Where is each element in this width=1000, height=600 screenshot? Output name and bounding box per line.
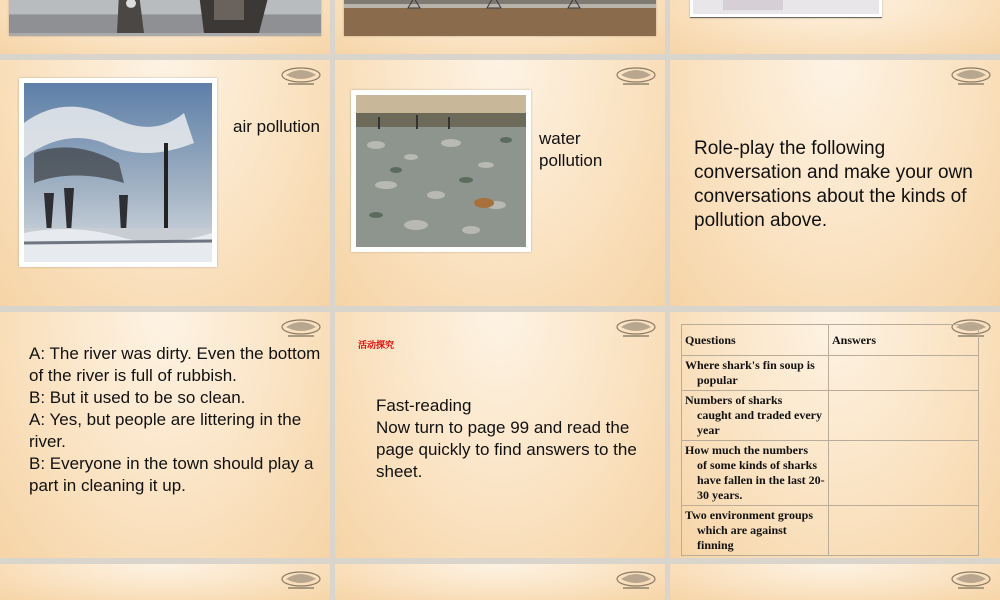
logo-seal-icon bbox=[615, 66, 657, 88]
fast-reading-heading: Fast-reading bbox=[376, 396, 472, 415]
dialogue-line: B: Everyone in the town should play a part in cleaning it up. bbox=[29, 454, 314, 495]
dialogue-line: A: The river was dirty. Even the bottom of the river is full of rubbish. bbox=[29, 344, 321, 385]
fast-reading-instruction: Now turn to page 99 and read the page quickly to find answers to the sheet. bbox=[376, 418, 637, 481]
water-pollution-label-line2: pollution bbox=[539, 151, 603, 170]
activity-tag: 活动探究 bbox=[358, 341, 395, 351]
question-text: popular bbox=[697, 373, 738, 387]
table-header-row bbox=[682, 325, 979, 356]
dialogue-line: A: Yes, but people are littering in the river. bbox=[29, 410, 302, 451]
answer-cell[interactable] bbox=[829, 391, 979, 441]
table-row bbox=[682, 441, 979, 506]
water-pollution-label-line1: water bbox=[539, 129, 581, 148]
role-play-instruction: Role-play the following conversation and make your own conversations about the kinds of pollution above. bbox=[694, 138, 973, 231]
thumbnail-photo bbox=[690, 0, 882, 18]
question-sheet-table bbox=[681, 324, 979, 556]
slide-thumbnail-3[interactable] bbox=[670, 0, 1000, 54]
logo-seal-icon bbox=[950, 570, 992, 592]
landscape-photo bbox=[344, 0, 656, 36]
logo-seal-icon bbox=[615, 570, 657, 592]
air-pollution-photo bbox=[19, 78, 217, 267]
slide-thumbnail-2[interactable] bbox=[335, 0, 665, 54]
slide-air-pollution[interactable] bbox=[0, 60, 330, 306]
dialogue-text bbox=[29, 343, 329, 497]
logo-seal-icon bbox=[280, 66, 322, 88]
question-text: of some kinds of sharks have fallen in the last 20-30 years. bbox=[697, 458, 825, 502]
question-cell bbox=[682, 441, 829, 506]
dialogue-line: B: But it used to be so clean. bbox=[29, 388, 246, 407]
water-pollution-label bbox=[539, 128, 602, 172]
logo-seal-icon bbox=[280, 570, 322, 592]
slide-dialogue[interactable] bbox=[0, 312, 330, 558]
question-cell bbox=[682, 356, 829, 391]
question-text: which are against finning bbox=[697, 523, 787, 552]
answers-header: Answers bbox=[829, 325, 979, 356]
logo-seal-icon bbox=[615, 318, 657, 340]
logo-seal-icon bbox=[950, 66, 992, 88]
slide-water-pollution[interactable] bbox=[335, 60, 665, 306]
air-pollution-label: air pollution bbox=[233, 117, 320, 136]
table-row bbox=[682, 506, 979, 556]
question-text: How much the numbers bbox=[685, 443, 809, 457]
slide-fast-reading[interactable] bbox=[335, 312, 665, 558]
slide-thumbnail-10[interactable] bbox=[0, 564, 330, 600]
slide-thumbnail-11[interactable] bbox=[335, 564, 665, 600]
slide-thumbnail-12[interactable] bbox=[670, 564, 1000, 600]
question-text: Two environment groups bbox=[685, 508, 814, 522]
fast-reading-block bbox=[376, 395, 646, 483]
questions-header: Questions bbox=[682, 325, 829, 356]
question-cell bbox=[682, 391, 829, 441]
question-text: Numbers of sharks bbox=[685, 393, 783, 407]
question-cell bbox=[682, 506, 829, 556]
question-text: Where shark's fin soup is bbox=[685, 358, 815, 372]
answer-cell[interactable] bbox=[829, 441, 979, 506]
slide-thumbnail-1[interactable] bbox=[0, 0, 330, 54]
cyclist-photo bbox=[9, 0, 321, 36]
logo-seal-icon bbox=[280, 318, 322, 340]
table-row bbox=[682, 391, 979, 441]
table-row bbox=[682, 356, 979, 391]
water-pollution-photo bbox=[351, 90, 531, 252]
answer-cell[interactable] bbox=[829, 356, 979, 391]
question-text: caught and traded every year bbox=[697, 408, 822, 437]
slide-role-play[interactable] bbox=[670, 60, 1000, 306]
answer-cell[interactable] bbox=[829, 506, 979, 556]
